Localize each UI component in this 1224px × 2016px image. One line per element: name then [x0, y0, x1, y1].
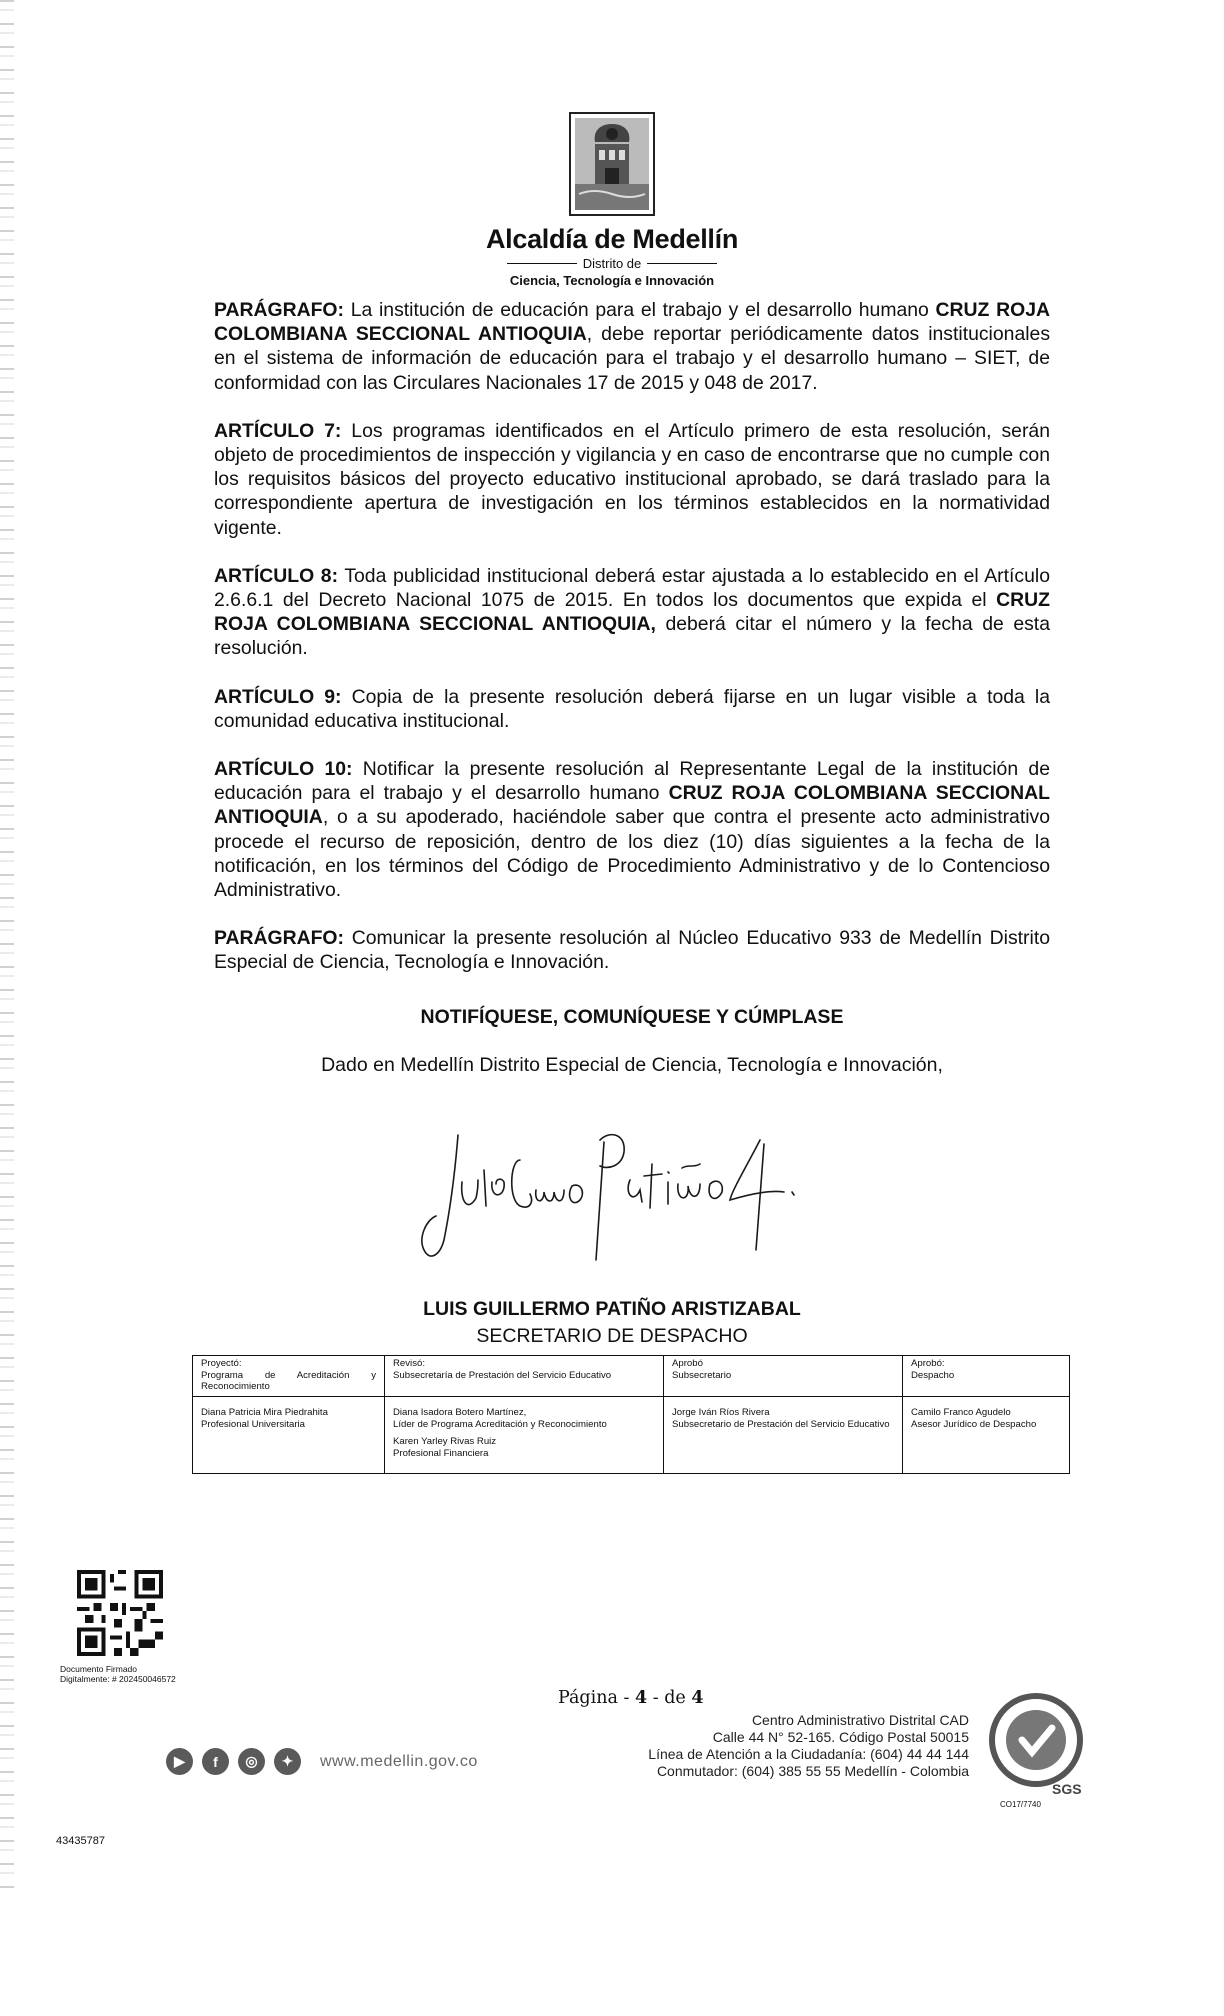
handwritten-signature	[400, 1120, 840, 1270]
table-row	[193, 1397, 1070, 1474]
paragraph-paragrafo-1: PARÁGRAFO: La institución de educación para el trabajo y el desarrollo humano CRUZ ROJA COLOMBIANA SECCIONAL ANTIOQUIA, debe reportar periódicamente datos institucionales en el sistema de información de educación para el trabajo y el desarrollo humano – SIET, de conformidad con las Circulares Nacionales 17 de 2015 y 048 de 2017.	[214, 299, 1051, 394]
qr-code	[77, 1570, 163, 1656]
table-cell: Jorge Iván Ríos Rivera Subsecretario de Prestación del Servicio Educativo	[664, 1397, 903, 1474]
table-cell: Revisó: Subsecretaría de Prestación del Servicio Educativo	[385, 1356, 664, 1397]
org-district: Distrito de	[582, 256, 642, 271]
signer-role: SECRETARIO DE DESPACHO	[476, 1325, 748, 1347]
facebook-icon[interactable]: f	[202, 1748, 229, 1775]
paragraph-articulo-9: ARTÍCULO 9: Copia de la presente resolución deberá fijarse en un lugar visible a toda la comunidad educativa institucional.	[214, 685, 1050, 732]
page-number: Página - 4 - de 4	[558, 1688, 704, 1708]
certification-seal	[986, 1690, 1086, 1800]
social-links	[166, 1748, 478, 1775]
org-tagline: Ciencia, Tecnología e Innovación	[509, 273, 715, 288]
table-cell: Aprobó Subsecretario	[664, 1356, 903, 1397]
letterhead	[0, 112, 1224, 288]
paragraph-articulo-8: ARTÍCULO 8: Toda publicidad institucional deberá estar ajustada a lo establecido en el Artículo 2.6.6.1 del Decreto Nacional 1075 de 2015. En todos los documentos que expida el CRUZ ROJA COLOMBIANA SECCIONAL ANTIOQUIA, deberá citar el número y la fecha de esta resolución.	[214, 564, 1050, 660]
approvals-table	[192, 1355, 1070, 1474]
instagram-icon[interactable]: ◎	[238, 1748, 265, 1775]
contact-info: Centro Administrativo Distrital CAD Calle 44 N° 52-165. Código Postal 50015 Línea de Atención a la Ciudadanía: (604) 44 44 144 Conmutador: (604) 385 55 55 Medellín - Colombia	[648, 1712, 969, 1779]
document-id: 43435787	[56, 1835, 105, 1847]
table-cell: Camilo Franco Agudelo Asesor Jurídico de Despacho	[903, 1397, 1070, 1474]
document-body	[214, 298, 1050, 1101]
cert-label: SGS	[1052, 1781, 1082, 1797]
twitter-icon[interactable]: ✦	[274, 1748, 301, 1775]
website-link[interactable]: www.medellin.gov.co	[320, 1752, 478, 1770]
paragraph-articulo-7: ARTÍCULO 7: Los programas identificados en el Artículo primero de esta resolución, serán objeto de procedimientos de inspección y vigilancia y en caso de encontrarse que no cumple con los requisitos básicos del proyecto educativo institucional aprobado, se dará traslado para la correspondiente apertura de investigación en los términos establecidos en la normatividad vigente.	[214, 419, 1050, 539]
table-row	[193, 1356, 1070, 1397]
coat-of-arms-logo	[569, 112, 655, 216]
youtube-icon[interactable]: ▶	[166, 1748, 193, 1775]
signer-name: LUIS GUILLERMO PATIÑO ARISTIZABAL	[423, 1298, 801, 1320]
cert-code: CO17/7740	[1000, 1800, 1041, 1809]
signer-block	[0, 1298, 1224, 1348]
table-cell: Proyectó: Programa de Acreditación y Reconocimiento	[193, 1356, 385, 1397]
table-cell: Diana Isadora Botero Martínez, Líder de Programa Acreditación y Reconocimiento Karen Yarley Rivas Ruiz Profesional Financiera	[385, 1397, 664, 1474]
paragraph-articulo-10: ARTÍCULO 10: Notificar la presente resolución al Representante Legal de la institución de educación para el trabajo y el desarrollo humano CRUZ ROJA COLOMBIANA SECCIONAL ANTIOQUIA, o a su apoderado, haciéndole saber que contra el presente acto administrativo procede el recurso de reposición, dentro de los diez (10) días siguientes a la fecha de la notificación, en los términos del Código de Procedimiento Administrativo y de lo Contencioso Administrativo.	[214, 758, 1050, 902]
given-statement: Dado en Medellín Distrito Especial de Ciencia, Tecnología e Innovación,	[321, 1053, 943, 1076]
org-name: Alcaldía de Medellín	[485, 224, 739, 254]
table-cell: Diana Patricia Mira Piedrahita Profesional Universitaria	[193, 1397, 385, 1474]
table-cell: Aprobó: Despacho	[903, 1356, 1070, 1397]
qr-caption: Documento Firmado Digitalmente: # 202450046572	[60, 1664, 176, 1684]
paragraph-paragrafo-2: PARÁGRAFO: Comunicar la presente resolución al Núcleo Educativo 933 de Medellín Distrito Especial de Ciencia, Tecnología e Innovación.	[214, 927, 1050, 974]
closing-statement: NOTIFÍQUESE, COMUNÍQUESE Y CÚMPLASE	[420, 1005, 844, 1028]
